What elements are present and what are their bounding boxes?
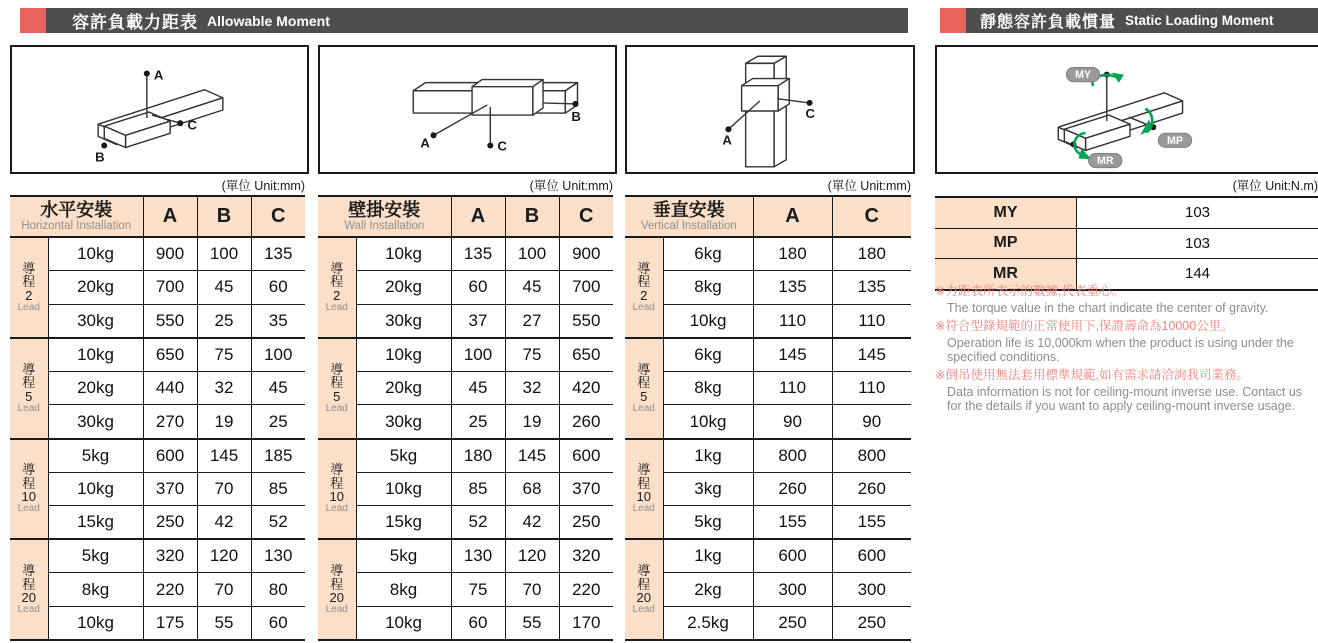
load-cell: 10kg (663, 304, 753, 338)
value-cell-b: 19 (505, 405, 559, 439)
value-cell-a: 145 (753, 338, 832, 372)
value-cell-a: 85 (451, 472, 505, 506)
unit-label-mm: (單位 Unit:mm) (827, 179, 911, 193)
value-cell-a: 52 (451, 506, 505, 540)
wall-installation-title: 壁掛安裝 Wall Installation (318, 196, 451, 237)
table-row (625, 607, 911, 641)
value-cell-b: 55 (505, 607, 559, 641)
allowable-moment-section-header (20, 8, 908, 33)
value-cell-c: 650 (559, 338, 613, 372)
table-row (318, 539, 613, 573)
table-row (10, 237, 305, 271)
load-cell: 10kg (48, 237, 143, 271)
table-row (935, 228, 1318, 259)
my-value-cell: 103 (1077, 197, 1318, 228)
table-row (318, 405, 613, 439)
column-header-c: C (251, 196, 305, 237)
value-cell-a: 250 (143, 506, 197, 540)
table-row (318, 472, 613, 506)
note-center-of-gravity (935, 284, 1311, 316)
point-b-dot (101, 142, 107, 148)
table-row (625, 439, 911, 473)
table-row (10, 539, 305, 573)
red-accent-square (940, 8, 966, 33)
table-row (10, 573, 305, 607)
value-cell-a: 60 (451, 271, 505, 305)
value-cell-b: 145 (505, 439, 559, 473)
unit-label-mm: (單位 Unit:mm) (221, 179, 305, 193)
mr-label-cell: MR (935, 259, 1077, 290)
static-loading-table-host (935, 196, 1318, 291)
value-cell-b: 120 (505, 539, 559, 573)
load-cell: 10kg (663, 405, 753, 439)
value-cell-a: 135 (753, 271, 832, 305)
column-header-a: A (451, 196, 505, 237)
note-operation-life (935, 319, 1311, 365)
load-cell: 20kg (48, 371, 143, 405)
my-moment-label (1066, 68, 1099, 82)
lead-group-2: 導 程 2 Lead (318, 237, 356, 338)
load-cell: 6kg (663, 338, 753, 372)
note-ceiling-mount (935, 368, 1311, 414)
table-row (10, 338, 305, 372)
lead-group-5: 導 程 5 Lead (10, 338, 48, 439)
load-cell: 20kg (356, 371, 451, 405)
load-cell: 10kg (356, 472, 451, 506)
table-row (10, 506, 305, 540)
table-row (625, 573, 911, 607)
mp-moment-label (1158, 133, 1191, 147)
section-title-en: Allowable Moment (207, 12, 330, 29)
static-loading-section-header (940, 8, 1318, 33)
point-c-dot (807, 100, 813, 106)
value-cell-c: 60 (251, 271, 305, 305)
table-row (935, 197, 1318, 228)
load-cell: 30kg (356, 304, 451, 338)
value-cell-c: 135 (251, 237, 305, 271)
load-cell: 15kg (48, 506, 143, 540)
value-cell-a: 270 (143, 405, 197, 439)
horizontal-installation-diagram (10, 45, 309, 174)
load-cell: 1kg (663, 539, 753, 573)
value-cell-a: 370 (143, 472, 197, 506)
horizontal-installation-title: 水平安裝 Horizontal Installation (10, 196, 143, 237)
value-cell-a: 90 (753, 405, 832, 439)
load-cell: 1kg (663, 439, 753, 473)
value-cell-b: 100 (505, 237, 559, 271)
value-cell-b: 25 (197, 304, 251, 338)
table-row (318, 371, 613, 405)
value-cell-b: 70 (505, 573, 559, 607)
value-cell-a: 180 (451, 439, 505, 473)
static-loading-moment-diagram (935, 45, 1318, 174)
value-cell-a: 135 (451, 237, 505, 271)
moment-axes-drawing (937, 47, 1318, 172)
value-cell-c: 420 (559, 371, 613, 405)
value-cell-a: 60 (451, 607, 505, 641)
table-row (10, 405, 305, 439)
load-cell: 20kg (356, 271, 451, 305)
table-row (10, 472, 305, 506)
value-cell-c: 85 (251, 472, 305, 506)
value-cell-a: 110 (753, 304, 832, 338)
value-cell-a: 110 (753, 371, 832, 405)
value-cell-a: 650 (143, 338, 197, 372)
point-c-label: C (497, 138, 507, 154)
value-cell-c: 170 (559, 607, 613, 641)
value-cell-c: 800 (832, 439, 911, 473)
vertical-installation-diagram (625, 45, 915, 174)
lead-group-20: 導 程 20 Lead (10, 539, 48, 640)
point-a-label: A (420, 135, 430, 151)
lead-group-5: 導 程 5 Lead (625, 338, 663, 439)
value-cell-c: 260 (559, 405, 613, 439)
table-row (625, 237, 911, 271)
table-row (318, 573, 613, 607)
wall-installation-diagram (318, 45, 617, 174)
column-header-c: C (559, 196, 613, 237)
load-cell: 2.5kg (663, 607, 753, 641)
note-en: The torque value in the chart indicate the center of gravity. (947, 301, 1269, 315)
value-cell-b: 32 (505, 371, 559, 405)
table-row (625, 506, 911, 540)
table-row (318, 439, 613, 473)
load-cell: 10kg (356, 237, 451, 271)
footnotes (935, 284, 1311, 417)
table-row (625, 405, 911, 439)
point-b-dot (572, 101, 578, 107)
load-cell: 5kg (356, 439, 451, 473)
value-cell-c: 370 (559, 472, 613, 506)
value-cell-c: 130 (251, 539, 305, 573)
static-loading-table (935, 196, 1318, 291)
value-cell-b: 19 (197, 405, 251, 439)
point-a-dot (430, 132, 436, 138)
column-header-a: A (143, 196, 197, 237)
load-cell: 10kg (48, 338, 143, 372)
value-cell-a: 700 (143, 271, 197, 305)
mr-moment-label (1089, 153, 1122, 167)
value-cell-b: 68 (505, 472, 559, 506)
value-cell-a: 440 (143, 371, 197, 405)
table-row (318, 338, 613, 372)
point-a-label: A (722, 132, 732, 148)
value-cell-b: 32 (197, 371, 251, 405)
value-cell-a: 75 (451, 573, 505, 607)
table-row (318, 506, 613, 540)
point-c-dot (487, 142, 493, 148)
table-header-row (10, 196, 305, 237)
value-cell-a: 550 (143, 304, 197, 338)
value-cell-c: 80 (251, 573, 305, 607)
load-cell: 8kg (48, 573, 143, 607)
load-cell: 3kg (663, 472, 753, 506)
svg-text:MY: MY (1075, 69, 1091, 82)
value-cell-c: 600 (832, 539, 911, 573)
section-title-en: Static Loading Moment (1125, 13, 1274, 28)
value-cell-a: 600 (753, 539, 832, 573)
value-cell-c: 100 (251, 338, 305, 372)
column-header-a: A (753, 196, 832, 237)
value-cell-c: 25 (251, 405, 305, 439)
lead-group-2: 導 程 2 Lead (625, 237, 663, 338)
load-cell: 8kg (663, 371, 753, 405)
note-zh: ※倒吊使用無法套用標準規範,如有需求請洽詢我司業務。 (935, 367, 1249, 382)
mr-value-cell: 144 (1077, 259, 1318, 290)
load-cell: 10kg (356, 607, 451, 641)
table-row (625, 338, 911, 372)
table-row (10, 271, 305, 305)
column-header-c: C (832, 196, 911, 237)
value-cell-c: 250 (832, 607, 911, 641)
value-cell-a: 130 (451, 539, 505, 573)
table-row (10, 371, 305, 405)
value-cell-c: 320 (559, 539, 613, 573)
value-cell-c: 145 (832, 338, 911, 372)
value-cell-c: 110 (832, 371, 911, 405)
table-row (10, 304, 305, 338)
horizontal-installation-table (10, 195, 305, 641)
table-row (625, 472, 911, 506)
section-title-zh: 容許負載力距表 (72, 13, 198, 32)
table-row (625, 304, 911, 338)
value-cell-b: 55 (197, 607, 251, 641)
value-cell-a: 37 (451, 304, 505, 338)
value-cell-c: 260 (832, 472, 911, 506)
value-cell-b: 45 (197, 271, 251, 305)
value-cell-b: 70 (197, 573, 251, 607)
load-cell: 2kg (663, 573, 753, 607)
table-row (10, 607, 305, 641)
value-cell-c: 135 (832, 271, 911, 305)
table-header-row (625, 196, 911, 237)
value-cell-c: 700 (559, 271, 613, 305)
load-cell: 30kg (356, 405, 451, 439)
table-row (10, 439, 305, 473)
unit-label-mm: (單位 Unit:mm) (529, 179, 613, 193)
column-header-b: B (505, 196, 559, 237)
wall-installation-table (318, 195, 613, 641)
value-cell-b: 45 (505, 271, 559, 305)
value-cell-c: 220 (559, 573, 613, 607)
load-cell: 10kg (356, 338, 451, 372)
load-cell: 20kg (48, 271, 143, 305)
value-cell-a: 175 (143, 607, 197, 641)
value-cell-c: 185 (251, 439, 305, 473)
load-cell: 10kg (48, 607, 143, 641)
load-cell: 30kg (48, 304, 143, 338)
vertical-installation-table-host (625, 195, 911, 641)
load-cell: 15kg (356, 506, 451, 540)
point-c-label: C (805, 106, 816, 122)
value-cell-b: 27 (505, 304, 559, 338)
note-zh: ※力距表所表示的數據,代表重心。 (935, 284, 1124, 298)
value-cell-c: 155 (832, 506, 911, 540)
my-label-cell: MY (935, 197, 1077, 228)
table-header-row (318, 196, 613, 237)
value-cell-a: 900 (143, 237, 197, 271)
note-en: Operation life is 10,000km when the product is using under the specified conditions. (947, 335, 1294, 364)
value-cell-a: 25 (451, 405, 505, 439)
point-b-label: B (95, 149, 105, 165)
value-cell-a: 155 (753, 506, 832, 540)
value-cell-c: 60 (251, 607, 305, 641)
vertical-installation-table (625, 195, 911, 641)
value-cell-a: 300 (753, 573, 832, 607)
load-cell: 5kg (48, 439, 143, 473)
value-cell-a: 600 (143, 439, 197, 473)
value-cell-c: 300 (832, 573, 911, 607)
svg-text:MR: MR (1097, 155, 1114, 168)
value-cell-b: 75 (505, 338, 559, 372)
value-cell-c: 90 (832, 405, 911, 439)
value-cell-c: 180 (832, 237, 911, 271)
vertical-installation-title: 垂直安裝 Vertical Installation (625, 196, 753, 237)
value-cell-c: 52 (251, 506, 305, 540)
value-cell-a: 260 (753, 472, 832, 506)
table-row (625, 371, 911, 405)
value-cell-c: 110 (832, 304, 911, 338)
value-cell-b: 42 (505, 506, 559, 540)
point-a-dot (725, 126, 731, 132)
point-c-label: C (187, 117, 197, 133)
load-cell: 6kg (663, 237, 753, 271)
point-b-label: B (571, 109, 581, 125)
table-row (318, 304, 613, 338)
value-cell-b: 120 (197, 539, 251, 573)
horizontal-actuator-drawing (12, 47, 307, 172)
value-cell-c: 45 (251, 371, 305, 405)
section-title-zh: 靜態容許負載慣量 (980, 14, 1117, 31)
unit-label-nm: (單位 Unit:N.m) (1232, 179, 1318, 193)
value-cell-a: 180 (753, 237, 832, 271)
value-cell-a: 45 (451, 371, 505, 405)
load-cell: 30kg (48, 405, 143, 439)
mp-value-cell: 103 (1077, 228, 1318, 259)
value-cell-b: 145 (197, 439, 251, 473)
point-a-label: A (153, 67, 164, 83)
note-zh: ※符合型錄規範的正常使用下,保證壽命為10000公里。 (935, 318, 1234, 333)
table-row (318, 271, 613, 305)
wall-actuator-drawing (320, 47, 615, 172)
value-cell-c: 250 (559, 506, 613, 540)
value-cell-b: 42 (197, 506, 251, 540)
table-row (318, 607, 613, 641)
lead-group-2: 導 程 2 Lead (10, 237, 48, 338)
value-cell-a: 800 (753, 439, 832, 473)
value-cell-c: 35 (251, 304, 305, 338)
value-cell-b: 70 (197, 472, 251, 506)
load-cell: 5kg (48, 539, 143, 573)
value-cell-c: 550 (559, 304, 613, 338)
load-cell: 8kg (356, 573, 451, 607)
table-row (625, 271, 911, 305)
wall-installation-table-host (318, 195, 613, 641)
table-row (318, 237, 613, 271)
value-cell-b: 100 (197, 237, 251, 271)
lead-group-20: 導 程 20 Lead (318, 539, 356, 640)
value-cell-a: 220 (143, 573, 197, 607)
table-row (625, 539, 911, 573)
lead-group-10: 導 程 10 Lead (10, 439, 48, 540)
value-cell-a: 250 (753, 607, 832, 641)
value-cell-b: 75 (197, 338, 251, 372)
mp-label-cell: MP (935, 228, 1077, 259)
lead-group-10: 導 程 10 Lead (318, 439, 356, 540)
lead-group-10: 導 程 10 Lead (625, 439, 663, 540)
load-cell: 5kg (356, 539, 451, 573)
load-cell: 8kg (663, 271, 753, 305)
load-cell: 10kg (48, 472, 143, 506)
value-cell-a: 100 (451, 338, 505, 372)
svg-text:MP: MP (1167, 134, 1183, 147)
value-cell-a: 320 (143, 539, 197, 573)
vertical-actuator-drawing (627, 47, 913, 172)
load-cell: 5kg (663, 506, 753, 540)
column-header-b: B (197, 196, 251, 237)
value-cell-c: 600 (559, 439, 613, 473)
point-c-dot (177, 120, 183, 126)
horizontal-installation-table-host (10, 195, 305, 641)
note-en: Data information is not for ceiling-mount inverse use. Contact us for the details if you want to apply ceiling-mount inverse usage. (947, 384, 1303, 413)
lead-group-20: 導 程 20 Lead (625, 539, 663, 640)
lead-group-5: 導 程 5 Lead (318, 338, 356, 439)
red-accent-square (20, 8, 46, 33)
point-a-dot (144, 70, 150, 76)
value-cell-c: 900 (559, 237, 613, 271)
